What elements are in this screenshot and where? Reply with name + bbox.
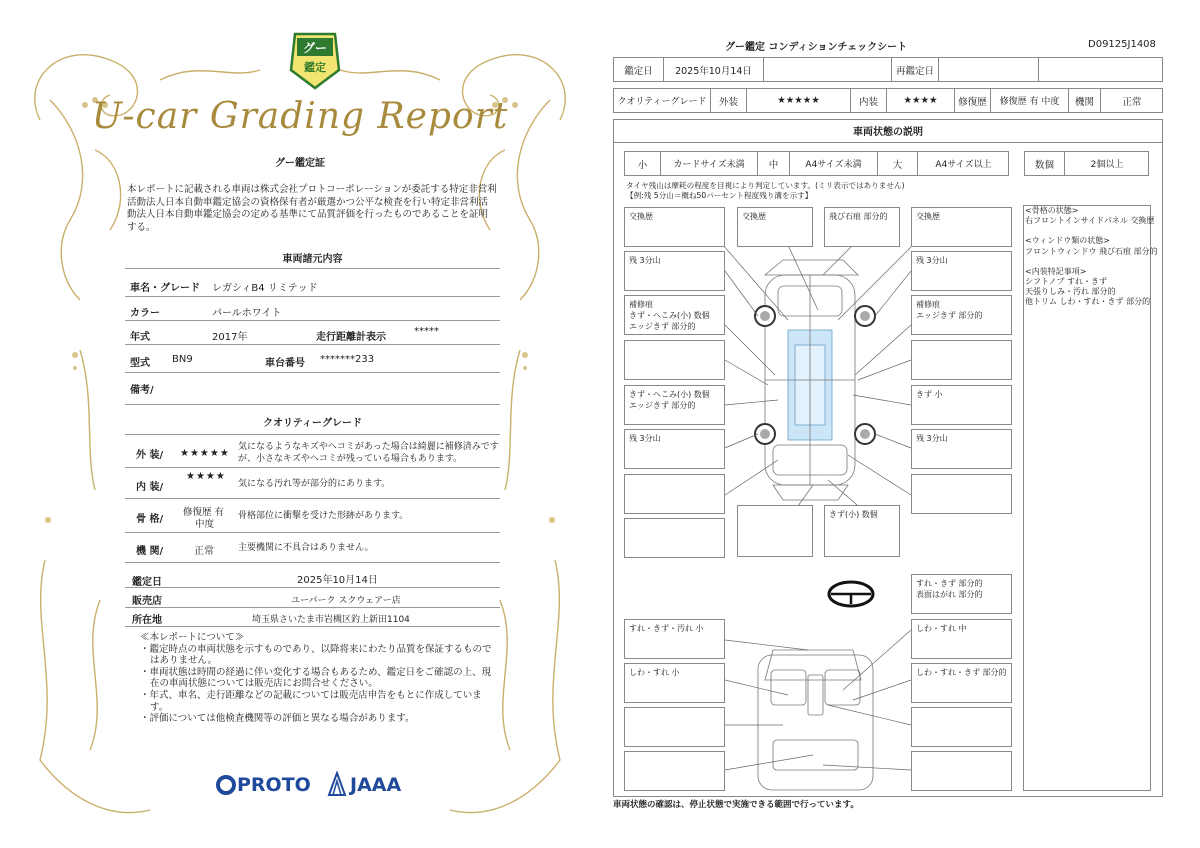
divider [125, 320, 500, 321]
appraisal-date-row [613, 57, 1163, 82]
comment-box [624, 707, 725, 747]
comment-box [624, 385, 725, 425]
sheet-title: グー鑑定 コンディションチェックシート [725, 42, 908, 53]
comment-box: 飛び石痕 部分的 [824, 207, 900, 247]
comment-box: 交換歴 [911, 207, 1012, 247]
divider [125, 532, 500, 533]
comment-box [624, 751, 725, 791]
large-label: 大 [878, 152, 918, 175]
quality-section-title: クオリティーグレード [263, 418, 362, 429]
name-label: 車名・グレード [130, 283, 200, 294]
certificate-statement: 本レポートに記載される車両は株式会社プロトコーポレーションが委託する特定非営利活動法人日本自動車鑑定協会の資格保有者が厳選かつ公平な検査を行い特定非営利活動法人日本自動車鑑定協会の定める基準にて品質評価を行ったものであることを証明する。 [127, 184, 497, 233]
engine-value: 正常 [1122, 96, 1142, 108]
chassis-value: *******233 [320, 354, 375, 365]
comment-box [624, 518, 725, 558]
note-line: シフトノブ すれ・きず [1025, 277, 1108, 287]
footer-note: 車両状態の確認は、停止状態で実施できる範囲で行っています。 [613, 800, 859, 810]
small-label: 小 [625, 152, 661, 175]
jaaa-logo-mark [327, 771, 347, 800]
note-line: 右フロントインサイドパネル 交換歴 [1025, 216, 1155, 226]
date-value: 2025年10月14日 [664, 58, 764, 81]
large-desc: A4サイズ以上 [935, 160, 992, 170]
exterior-stars: ★★★★★ [747, 89, 851, 112]
engine-label: 機 関/ [136, 546, 164, 557]
divider [125, 344, 500, 345]
comment-line: 補修痕 [916, 300, 940, 309]
certificate-heading: グー鑑定証 [275, 158, 325, 169]
blank-cell [764, 58, 892, 81]
mileage-label: 走行距離計表示 [316, 332, 386, 343]
goo-kantei-badge [287, 30, 343, 90]
count-desc: 2個以上 [1090, 160, 1124, 170]
document-id: D09125J1408 [1088, 39, 1156, 50]
note-item: ・鑑定時点の車両状態を示すものであり、以降将来にわたり品質を保証するものではありません。 [140, 643, 492, 667]
comment-box: すれ・きず・汚れ 小 [624, 619, 725, 659]
address-value: 埼玉県さいたま市岩槻区釣上新田1104 [252, 615, 410, 625]
grade-label: クオリティーグレード [614, 89, 711, 112]
note-item: ・評価については他検査機関等の評価と異なる場合があります。 [140, 713, 415, 725]
comment-box [911, 707, 1012, 747]
comment-box: 残 3分山 [624, 429, 725, 469]
comment-line: エッジきず 部分的 [629, 401, 696, 410]
exterior-label: 外装 [711, 89, 747, 112]
color-label: カラー [130, 308, 160, 319]
interior-stars: ★★★★ [887, 89, 955, 112]
divider [125, 498, 500, 499]
divider [125, 467, 500, 468]
badge-text-goo: グー [302, 41, 327, 55]
comment-line: すれ・きず 部分的 [916, 579, 983, 588]
reappraisal-value [939, 58, 1039, 81]
specs-section-title: 車両諸元内容 [282, 254, 343, 265]
note-item: ・年式、車名、走行距離などの記載については販売店申告をもとに作成しています。 [140, 689, 482, 713]
tire-note: タイヤ残山は摩耗の程度を目視により判定しています。(ミリ表示ではありません) [626, 181, 905, 190]
interior-label: 内 装/ [136, 482, 164, 493]
badge-text-kantei: 鑑定 [304, 61, 326, 74]
special-notes [1025, 206, 1163, 318]
quality-grade-row [613, 88, 1163, 113]
note-line: 他トリム しわ・すれ・きず 部分的 [1025, 297, 1151, 307]
color-value: パールホワイト [212, 308, 282, 319]
frame-value-history: 修復歴 有 [183, 507, 225, 518]
frame-value-degree: 中度 [195, 519, 215, 530]
note-heading: <内装特記事項> [1025, 266, 1087, 276]
comment-box: 交換歴 [624, 207, 725, 247]
comment-box [911, 574, 1012, 614]
count-label: 数個 [1025, 152, 1065, 175]
note-heading: <ウィンドウ類の状態> [1025, 236, 1110, 246]
note-line: フロントウィンドウ 飛び石痕 部分的 [1025, 246, 1158, 256]
comment-box [911, 474, 1012, 514]
appraisal-date-value: 2025年10月14日 [297, 575, 378, 586]
note-line: 天張りしみ・汚れ 部分的 [1025, 287, 1116, 297]
divider [125, 296, 500, 297]
name-value: レガシィB4 リミテッド [212, 283, 318, 294]
comment-box: しわ・すれ・きず 部分的 [911, 663, 1012, 703]
divider [125, 607, 500, 608]
divider [125, 268, 500, 269]
comment-line: エッジきず 部分的 [916, 311, 983, 320]
count-legend [1024, 151, 1149, 176]
frame-notes [1025, 206, 1163, 226]
size-legend [624, 151, 1009, 176]
exterior-description: 気になるようなキズやヘコミがあった場合は綺麗に補修済みですが、小さなキズやヘコミが残っている場合もあります。 [238, 442, 499, 464]
comment-box [624, 295, 725, 335]
remarks-label: 備考/ [130, 385, 154, 396]
frame-description: 骨格部位に衝撃を受けた形跡があります。 [238, 511, 409, 521]
exterior-stars: ★★★★★ [180, 448, 230, 459]
interior-notes [1025, 267, 1163, 308]
divider [125, 404, 500, 405]
model-label: 型式 [130, 358, 150, 369]
address-label: 所在地 [132, 615, 162, 626]
interior-stars: ★★★★ [186, 471, 226, 482]
comment-box: 残 3分山 [911, 429, 1012, 469]
proto-logo [216, 774, 236, 799]
small-desc: カードサイズ未満 [661, 152, 758, 175]
tire-example-note: 【例:残 5分山＝概ね50パーセント程度残り溝を示す】 [626, 191, 813, 200]
comment-line: きず・へこみ(小) 数個 [629, 390, 710, 399]
mileage-value: ***** [414, 326, 439, 337]
comment-box [911, 751, 1012, 791]
proto-logo-text: PROTO [237, 774, 311, 796]
comment-box: きず 小 [911, 385, 1012, 425]
comment-box [737, 505, 813, 557]
comment-box: しわ・すれ 小 [624, 663, 725, 703]
repair-label: 修復歴 [955, 89, 991, 112]
medium-label: 中 [758, 152, 790, 175]
comment-line: 表面はがれ 部分的 [916, 590, 983, 599]
condition-section-title: 車両状態の説明 [613, 119, 1163, 143]
chassis-label: 車台番号 [265, 358, 305, 369]
divider [125, 372, 500, 373]
repair-value: 修復歴 有 中度 [991, 89, 1069, 112]
divider [125, 434, 500, 435]
divider [125, 626, 500, 627]
year-label: 年式 [130, 332, 150, 343]
interior-label: 内装 [851, 89, 887, 112]
dealer-label: 販売店 [132, 596, 162, 607]
script-title: U-car Grading Report [91, 96, 509, 137]
note-item: ・車両状態は時間の経過に伴い変化する場合もあるため、鑑定日をご確認の上、現在の車両状態については販売店にお問合せください。 [140, 666, 492, 690]
blank-cell [1039, 58, 1163, 81]
dealer-value: ユーパーク スクウェアー店 [291, 596, 401, 606]
comment-box: 残 3分山 [624, 251, 725, 291]
report-notes [140, 632, 500, 725]
engine-label: 機関 [1069, 89, 1101, 112]
interior-description: 気になる汚れ等が部分的にあります。 [238, 479, 391, 489]
divider [125, 562, 500, 563]
divider [125, 587, 500, 588]
comment-box: 交換歴 [737, 207, 813, 247]
exterior-label: 外 装/ [136, 450, 164, 461]
jaaa-logo-text: JAAA [350, 774, 402, 796]
comment-box: しわ・すれ 中 [911, 619, 1012, 659]
note-heading: <骨格の状態> [1025, 206, 1079, 215]
comment-box [624, 340, 725, 380]
comment-box [911, 295, 1012, 335]
medium-desc: A4サイズ未満 [790, 152, 878, 175]
comment-line: エッジきず 部分的 [629, 322, 696, 331]
frame-label: 骨 格/ [136, 514, 164, 525]
year-value: 2017年 [212, 332, 248, 343]
window-notes [1025, 236, 1163, 256]
model-value: BN9 [172, 354, 193, 365]
notes-title: ≪本レポートについて≫ [140, 632, 245, 643]
reappraisal-label: 再鑑定日 [892, 58, 939, 81]
comment-box: 残 3分山 [911, 251, 1012, 291]
comment-box: きず(小) 数個 [824, 505, 900, 557]
appraisal-date-label: 鑑定日 [132, 577, 162, 588]
comment-box [624, 474, 725, 514]
comment-line: 補修痕 [629, 300, 653, 309]
engine-description: 主要機関に不具合はありません。 [238, 543, 374, 553]
date-label: 鑑定日 [614, 58, 664, 81]
comment-box [911, 340, 1012, 380]
comment-line: きず・へこみ(小) 数個 [629, 311, 710, 320]
engine-value: 正常 [194, 546, 214, 557]
